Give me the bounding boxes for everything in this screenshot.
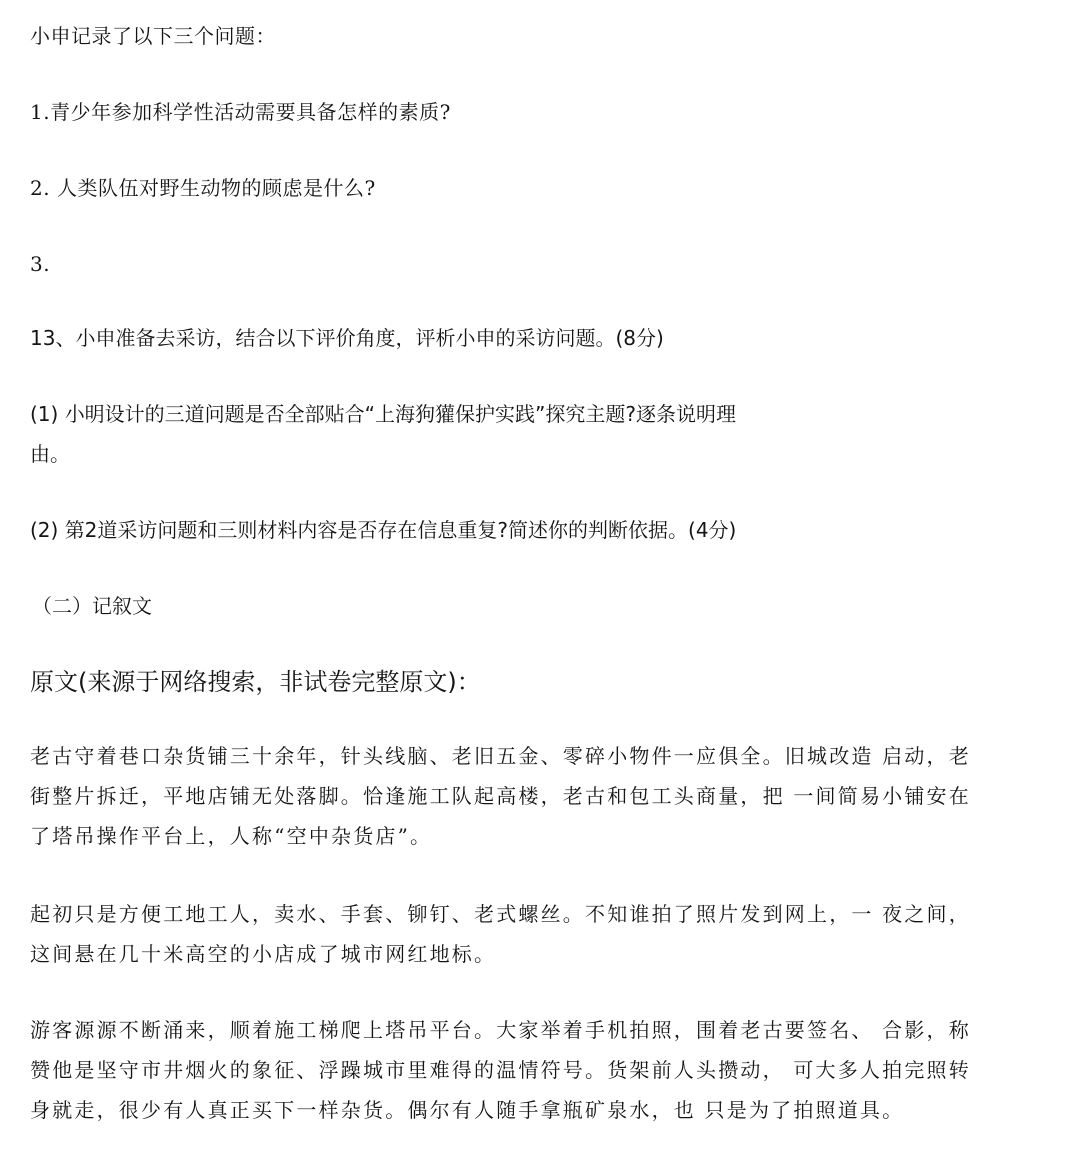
passage-p3-line1: 游客源源不断涌来，顺着施工梯爬上塔吊平台。大家举着手机拍照，围着老古要签名、 合影，称 [30,1018,971,1042]
question-2: 2. 人类队伍对野生动物的顾虑是什么? [30,176,376,200]
passage-p3-line3: 身就走，很少有人真正买下一样杂货。偶尔有人随手拿瓶矿泉水，也 只是为了拍照道具。 [30,1098,905,1122]
question-13-title: 13、小申准备去采访，结合以下评价角度，评析小申的采访问题。(8分) [30,326,664,350]
question-3: 3. [30,252,51,276]
passage-p1-line1: 老古守着巷口杂货铺三十余年，针头线脑、老旧五金、零碎小物件一应俱全。旧城改造 启动，老 [30,744,971,768]
passage-p2-line2: 这间悬在几十米高空的小店成了城市网红地标。 [30,942,497,966]
section-heading: （二）记叙文 [32,594,152,618]
question-13-sub1-line1: (1) 小明设计的三道问题是否全部贴合“上海狗獾保护实践”探究主题?逐条说明理 [30,402,737,426]
question-1: 1.青少年参加科学性活动需要具备怎样的素质? [30,100,451,124]
passage-p3-line2: 赞他是坚守市井烟火的象征、浮躁城市里难得的温情符号。货架前人头攒动， 可大多人拍完照转 [30,1058,971,1082]
passage-p1-line3: 了塔吊操作平台上，人称“空中杂货店”。 [30,824,433,848]
passage-p2-line1: 起初只是方便工地工人，卖水、手套、铆钉、老式螺丝。不知谁拍了照片发到网上，一 夜之间， [30,902,971,926]
question-13-sub1-line2: 由。 [30,442,70,466]
intro-text: 小申记录了以下三个问题： [30,24,276,48]
question-13-sub2: (2) 第2道采访问题和三则材料内容是否存在信息重复?简述你的判断依据。(4分) [30,518,737,542]
source-note: 原文(来源于网络搜索，非试卷完整原文)： [30,668,481,696]
passage-p1-line2: 街整片拆迁，平地店铺无处落脚。恰逢施工队起高楼，老古和包工头商量，把 一间简易小铺安在 [30,784,971,808]
